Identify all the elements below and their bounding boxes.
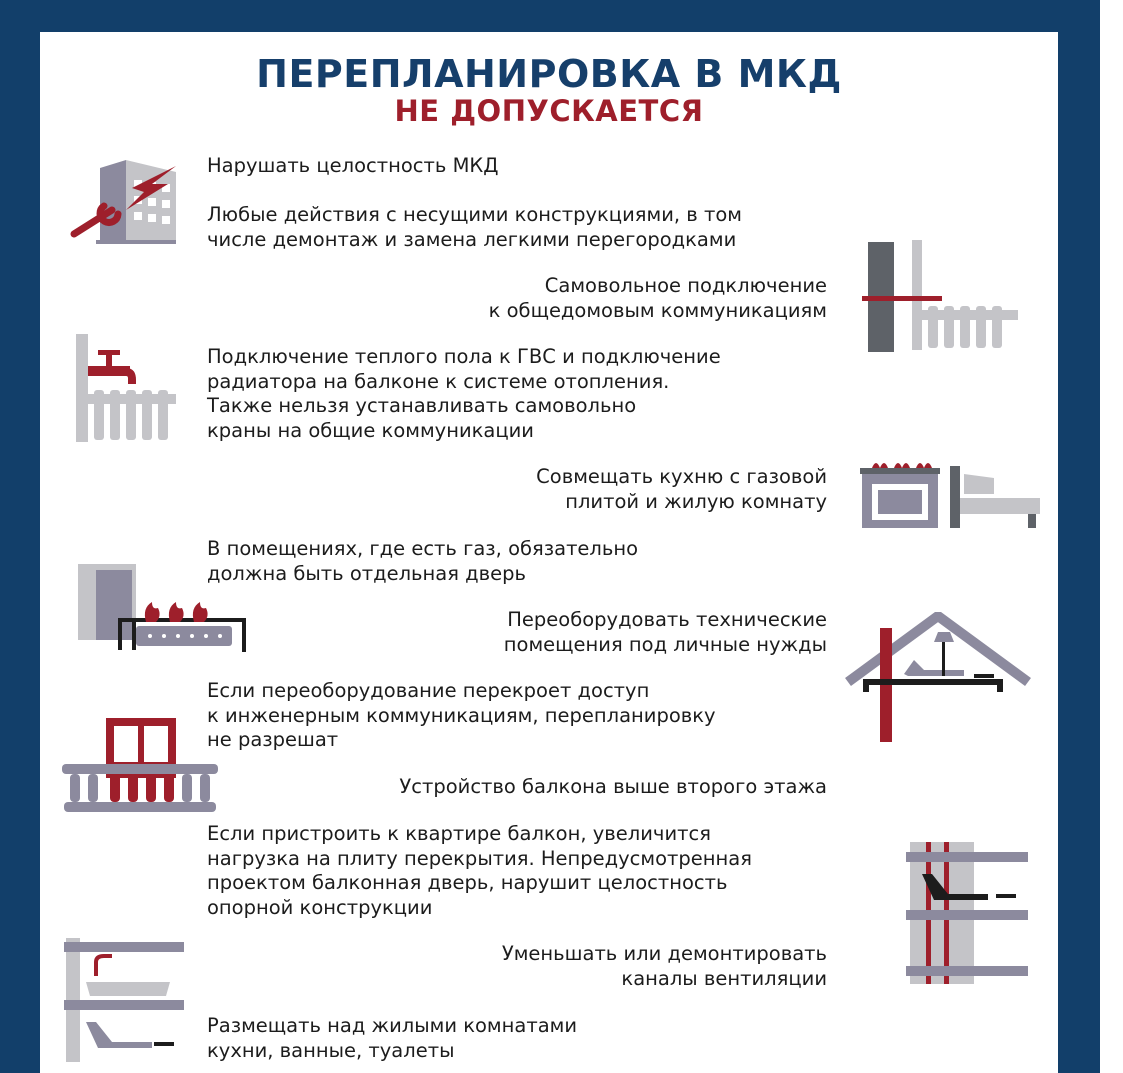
window-balcony-icon	[62, 714, 218, 814]
rule-6: В помещениях, где есть газ, обязательно должна быть отдельная дверь	[207, 537, 639, 585]
attic-lounger-icon	[842, 612, 1032, 744]
rule-5: Совмещать кухню с газовой плитой и жилую комнату	[536, 465, 827, 513]
rule-9: Устройство балкона выше второго этажа	[399, 775, 827, 798]
rule-1: Нарушать целостность МКД	[207, 154, 499, 177]
rule-10: Если пристроить к квартире балкон, увеличится нагрузка на плиту перекрытия. Непредусмотренная проектом балконная дверь, нарушит целостность опорной конструкции	[207, 822, 752, 919]
rule-11: Уменьшать или демонтировать каналы вентиляции	[501, 942, 827, 990]
damaged-building-icon	[68, 158, 183, 250]
radiator-pipe-icon	[862, 238, 1022, 356]
door-gas-burner-icon	[74, 560, 250, 656]
faucet-radiator-icon	[70, 332, 180, 444]
poster-subtitle: НЕ ДОПУСКАЕТСЯ	[394, 94, 704, 128]
rule-7: Переоборудовать технические помещения под личные нужды	[503, 608, 827, 656]
rule-4: Подключение теплого пола к ГВС и подключение радиатора на балконе к системе отопления. Также нельзя устанавливать самовольно краны на общие коммуникации	[207, 345, 721, 442]
rule-3: Самовольное подключение к общедомовым коммуникациям	[488, 274, 827, 322]
bath-lounger-icon	[60, 938, 186, 1062]
stacked-floors-icon	[902, 842, 1030, 988]
poster-title: ПЕРЕПЛАНИРОВКА В МКД	[256, 52, 842, 96]
stove-bed-icon	[858, 456, 1042, 530]
rule-2: Любые действия с несущими конструкциями, в том числе демонтаж и замена легкими перегородками	[207, 203, 742, 251]
rule-12: Размещать над жилыми комнатами кухни, ванные, туалеты	[207, 1014, 578, 1062]
rule-8: Если переоборудование перекроет доступ к инженерным коммуникациям, перепланировку не разрешат	[207, 679, 716, 751]
